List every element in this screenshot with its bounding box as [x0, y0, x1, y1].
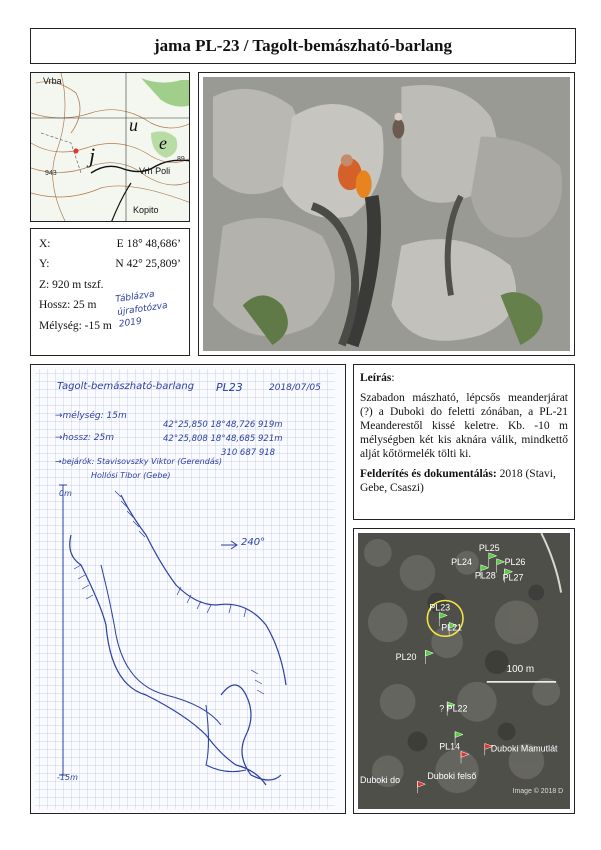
- sketch-code: PL23: [216, 381, 243, 394]
- sketch-date: 2018/07/05: [269, 383, 321, 393]
- sat-label-pl22: ? PL22: [439, 703, 468, 714]
- description-heading: Leírás: [360, 372, 392, 384]
- y-value: N 42° 25,809’: [115, 258, 181, 271]
- description-panel: [353, 364, 575, 520]
- sketch-coord-1: 42°25,850 18°48,726 919m: [163, 420, 283, 430]
- y-coordinate-row: [39, 257, 181, 271]
- y-label: Y:: [39, 258, 50, 271]
- sat-label-pl25: PL25: [478, 542, 500, 553]
- x-label: X:: [39, 238, 51, 250]
- sketch-depth-note: →mélység: 15m: [55, 411, 127, 421]
- sketch-coord-3: 310 687 918: [221, 448, 276, 458]
- map-label-e: e: [159, 133, 167, 153]
- discovery-text: 2018 (Stavi, Gebe, Csaszi): [360, 468, 556, 495]
- map-label-vrba: Vrba: [43, 76, 62, 86]
- sat-label-pl27: PL27: [502, 572, 524, 583]
- title-box: [30, 28, 576, 64]
- cave-photo-frame: [198, 72, 575, 356]
- satellite-map: [358, 533, 570, 809]
- sketch-coord-2: 42°25,808 18°48,685 921m: [163, 434, 283, 444]
- handwritten-note: Táblázva újrafotózva 2019: [114, 289, 169, 330]
- sat-label-pl28: PL28: [474, 570, 496, 581]
- sat-label-duboki-felso: Duboki felső: [427, 771, 477, 782]
- sat-label-pl23: PL23: [429, 602, 451, 613]
- cave-depth: Mélység: -15 m: [39, 319, 112, 332]
- sat-label-duboki-do: Duboki do: [359, 775, 401, 786]
- z-elevation: Z: 920 m tszf.: [39, 278, 104, 291]
- sketch-bottom-depth: -15m: [57, 773, 78, 782]
- sketch-explorers-2: Hollósi Tibor (Gebe): [91, 471, 171, 480]
- sat-label-pl26: PL26: [504, 556, 526, 567]
- sat-scale-label: 100 m: [506, 663, 535, 675]
- map-label-u: u: [129, 115, 138, 135]
- map-label-943: 943: [45, 170, 57, 177]
- description-text: Szabadon mászható, lépcsős meanderjárat (?) a Duboki do feletti zónában, a PL-21 Meanderestől kissé keletre. Kb. -10 m mélységben két kis aknára válik, mindkettő alját kőtörmelék tölti ki.: [360, 392, 568, 461]
- description-heading-row: [360, 371, 568, 385]
- map-label-kopito: Kopito: [133, 205, 159, 215]
- sat-label-pl14: PL14: [439, 741, 461, 752]
- sketch-direction: 240°: [241, 537, 266, 548]
- cave-sketch: [30, 364, 346, 814]
- satellite-map-frame: [353, 528, 575, 814]
- coordinates-panel: [30, 228, 190, 356]
- sat-copyright: Image © 2018 D: [512, 788, 564, 796]
- sketch-top-depth: 0m: [59, 489, 72, 498]
- sketch-explorers: →bejárók: Stavisovszky Viktor (Gerendás): [55, 457, 223, 466]
- sat-label-pl20: PL20: [395, 652, 417, 663]
- map-label-vrh-poli: Vrh Poli: [139, 166, 171, 176]
- cave-photo: [203, 77, 570, 351]
- sat-label-pl21: PL21: [441, 622, 463, 633]
- x-coordinate-row: [39, 237, 181, 251]
- map-label-j: j: [89, 143, 96, 168]
- page-title: jama PL-23 / Tagolt-bemászható-barlang: [154, 36, 452, 55]
- description-heading-colon: :: [391, 372, 395, 384]
- map-label-89: 89: [177, 156, 185, 163]
- x-value: E 18° 48,686’: [116, 238, 181, 250]
- topo-map-graphic: [31, 73, 190, 222]
- sketch-title: Tagolt-bemászható-barlang: [57, 381, 195, 392]
- discovery-label: Felderítés és dokumentálás:: [360, 468, 497, 481]
- discovery-row: [360, 467, 568, 495]
- cave-length: Hossz: 25 m: [39, 299, 97, 312]
- sketch-length-note: →hossz: 25m: [55, 433, 114, 443]
- topo-map: [30, 72, 190, 222]
- sat-label-pl24: PL24: [451, 556, 472, 567]
- sat-label-duboki-mamutlat: Duboki Mamutlát: [490, 743, 558, 754]
